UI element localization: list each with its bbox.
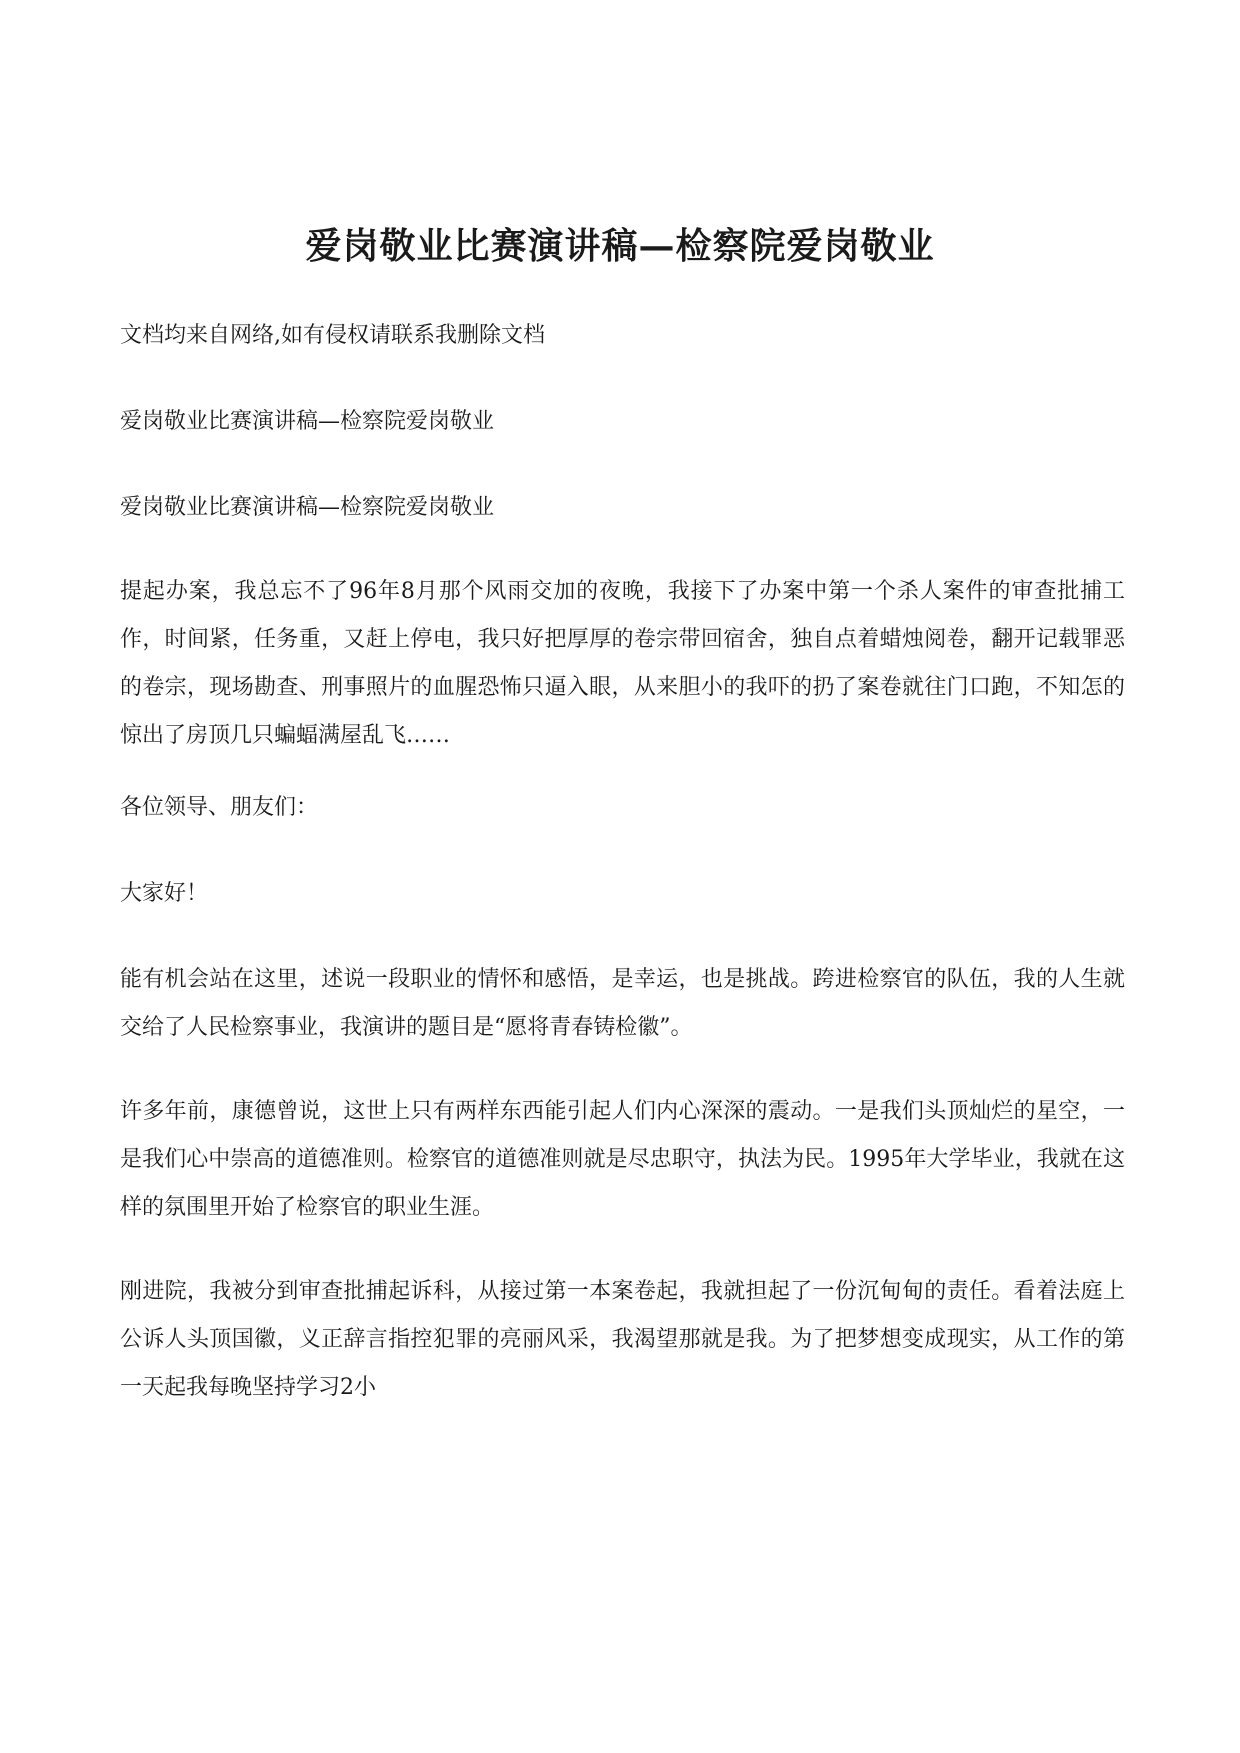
subtitle-paragraph-repeat: 爱岗敬业比赛演讲稿—检察院爱岗敬业 <box>120 495 495 520</box>
greeting-paragraph: 大家好！ <box>120 881 209 906</box>
opening-story-paragraph: 提起办案，我总忘不了96年8月那个风雨交加的夜晚，我接下了办案中第一个杀人案件的审查批捕工作，时间紧，任务重，又赶上停电，我只好把厚厚的卷宗带回宿舍，独自点着蜡烛阅卷，翻开记载罪恶的卷宗，现场勘查、刑事照片的血腥恐怖只逼入眼，从来胆小的我吓的扔了案卷就往门口跑，不知怎的惊出了房顶几只蝙蝠满屋乱飞…… <box>120 579 1125 748</box>
document-title: 爱岗敬业比赛演讲稿—检察院爱岗敬业 <box>305 225 935 267</box>
subtitle-paragraph: 爱岗敬业比赛演讲稿—检察院爱岗敬业 <box>120 409 495 434</box>
salutation-paragraph: 各位领导、朋友们： <box>120 795 319 820</box>
kant-paragraph: 许多年前，康德曾说，这世上只有两样东西能引起人们内心深深的震动。一是我们头顶灿烂的星空，一是我们心中崇高的道德准则。检察官的道德准则就是尽忠职守，执法为民。1995年大学毕业，我就在这样的氛围里开始了检察官的职业生涯。 <box>120 1099 1125 1220</box>
career-start-paragraph: 刚进院，我被分到审查批捕起诉科，从接过第一本案卷起，我就担起了一份沉甸甸的责任。看着法庭上公诉人头顶国徽，义正辞言指控犯罪的亮丽风采，我渴望那就是我。为了把梦想变成现实，从工作的第一天起我每晚坚持学习2小 <box>120 1279 1125 1400</box>
disclaimer-paragraph: 文档均来自网络,如有侵权请联系我删除文档 <box>120 323 545 348</box>
topic-paragraph: 能有机会站在这里，述说一段职业的情怀和感悟，是幸运，也是挑战。跨进检察官的队伍，我的人生就交给了人民检察事业，我演讲的题目是“愿将青春铸检徽”。 <box>120 967 1125 1040</box>
